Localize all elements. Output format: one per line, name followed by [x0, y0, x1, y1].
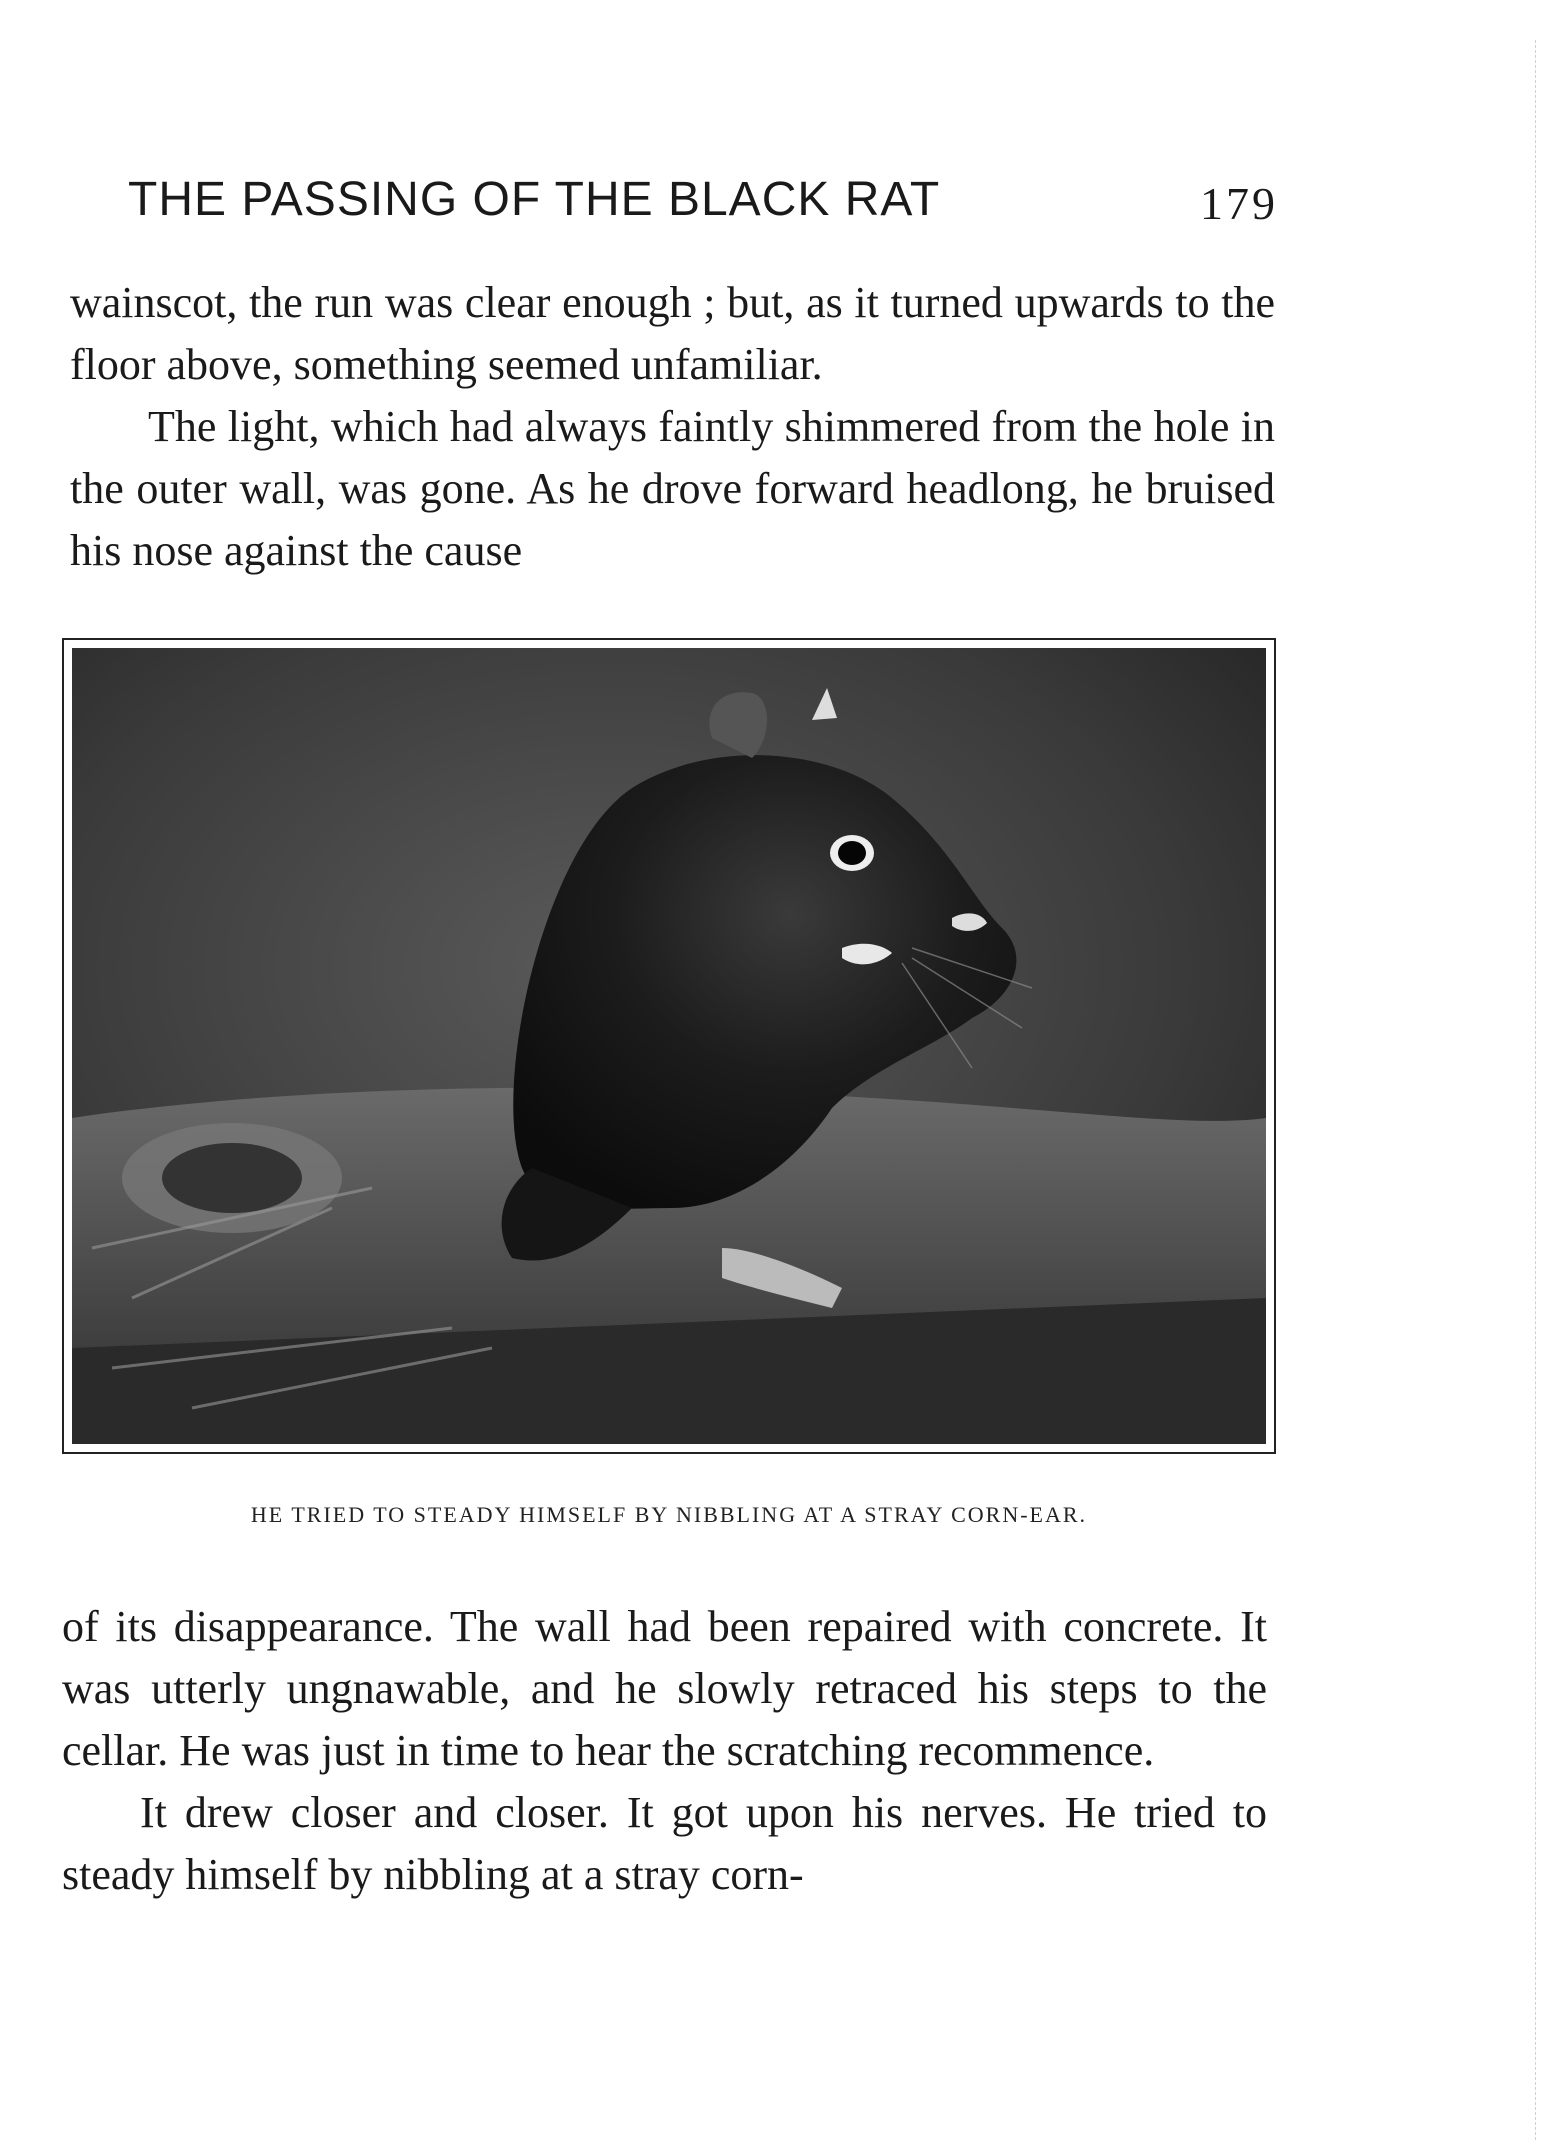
page-header: [128, 170, 1278, 240]
body-text-bottom: [62, 1596, 1267, 1906]
rat-photograph-illustration: [72, 648, 1266, 1444]
paragraph: of its disappearance. The wall had been repaired with concrete. It was utterly ungnawable, and he slowly retraced his steps to the cellar. He was just in time to hear the scratching recommence.: [62, 1602, 1267, 1775]
paragraph: wainscot, the run was clear enough ; but, as it turned upwards to the floor above, something seemed unfamiliar.: [70, 278, 1275, 389]
figure-plate: [62, 638, 1276, 1454]
rat-photograph: [72, 648, 1266, 1444]
running-title: THE PASSING OF THE BLACK RAT: [128, 173, 941, 226]
paragraph: The light, which had always faintly shimmered from the hole in the outer wall, was gone. As he drove forward headlong, he bruised his nose against the cause: [70, 402, 1275, 575]
body-text-top: [70, 272, 1275, 582]
figure-caption: HE TRIED TO STEADY HIMSELF BY NIBBLING AT A STRAY CORN-EAR.: [250, 1502, 1088, 1527]
paragraph: It drew closer and closer. It got upon his nerves. He tried to steady himself by nibbling at a stray corn-: [62, 1788, 1267, 1899]
page-number: 179: [1200, 178, 1278, 229]
scan-margin-edge: [1531, 40, 1536, 2140]
